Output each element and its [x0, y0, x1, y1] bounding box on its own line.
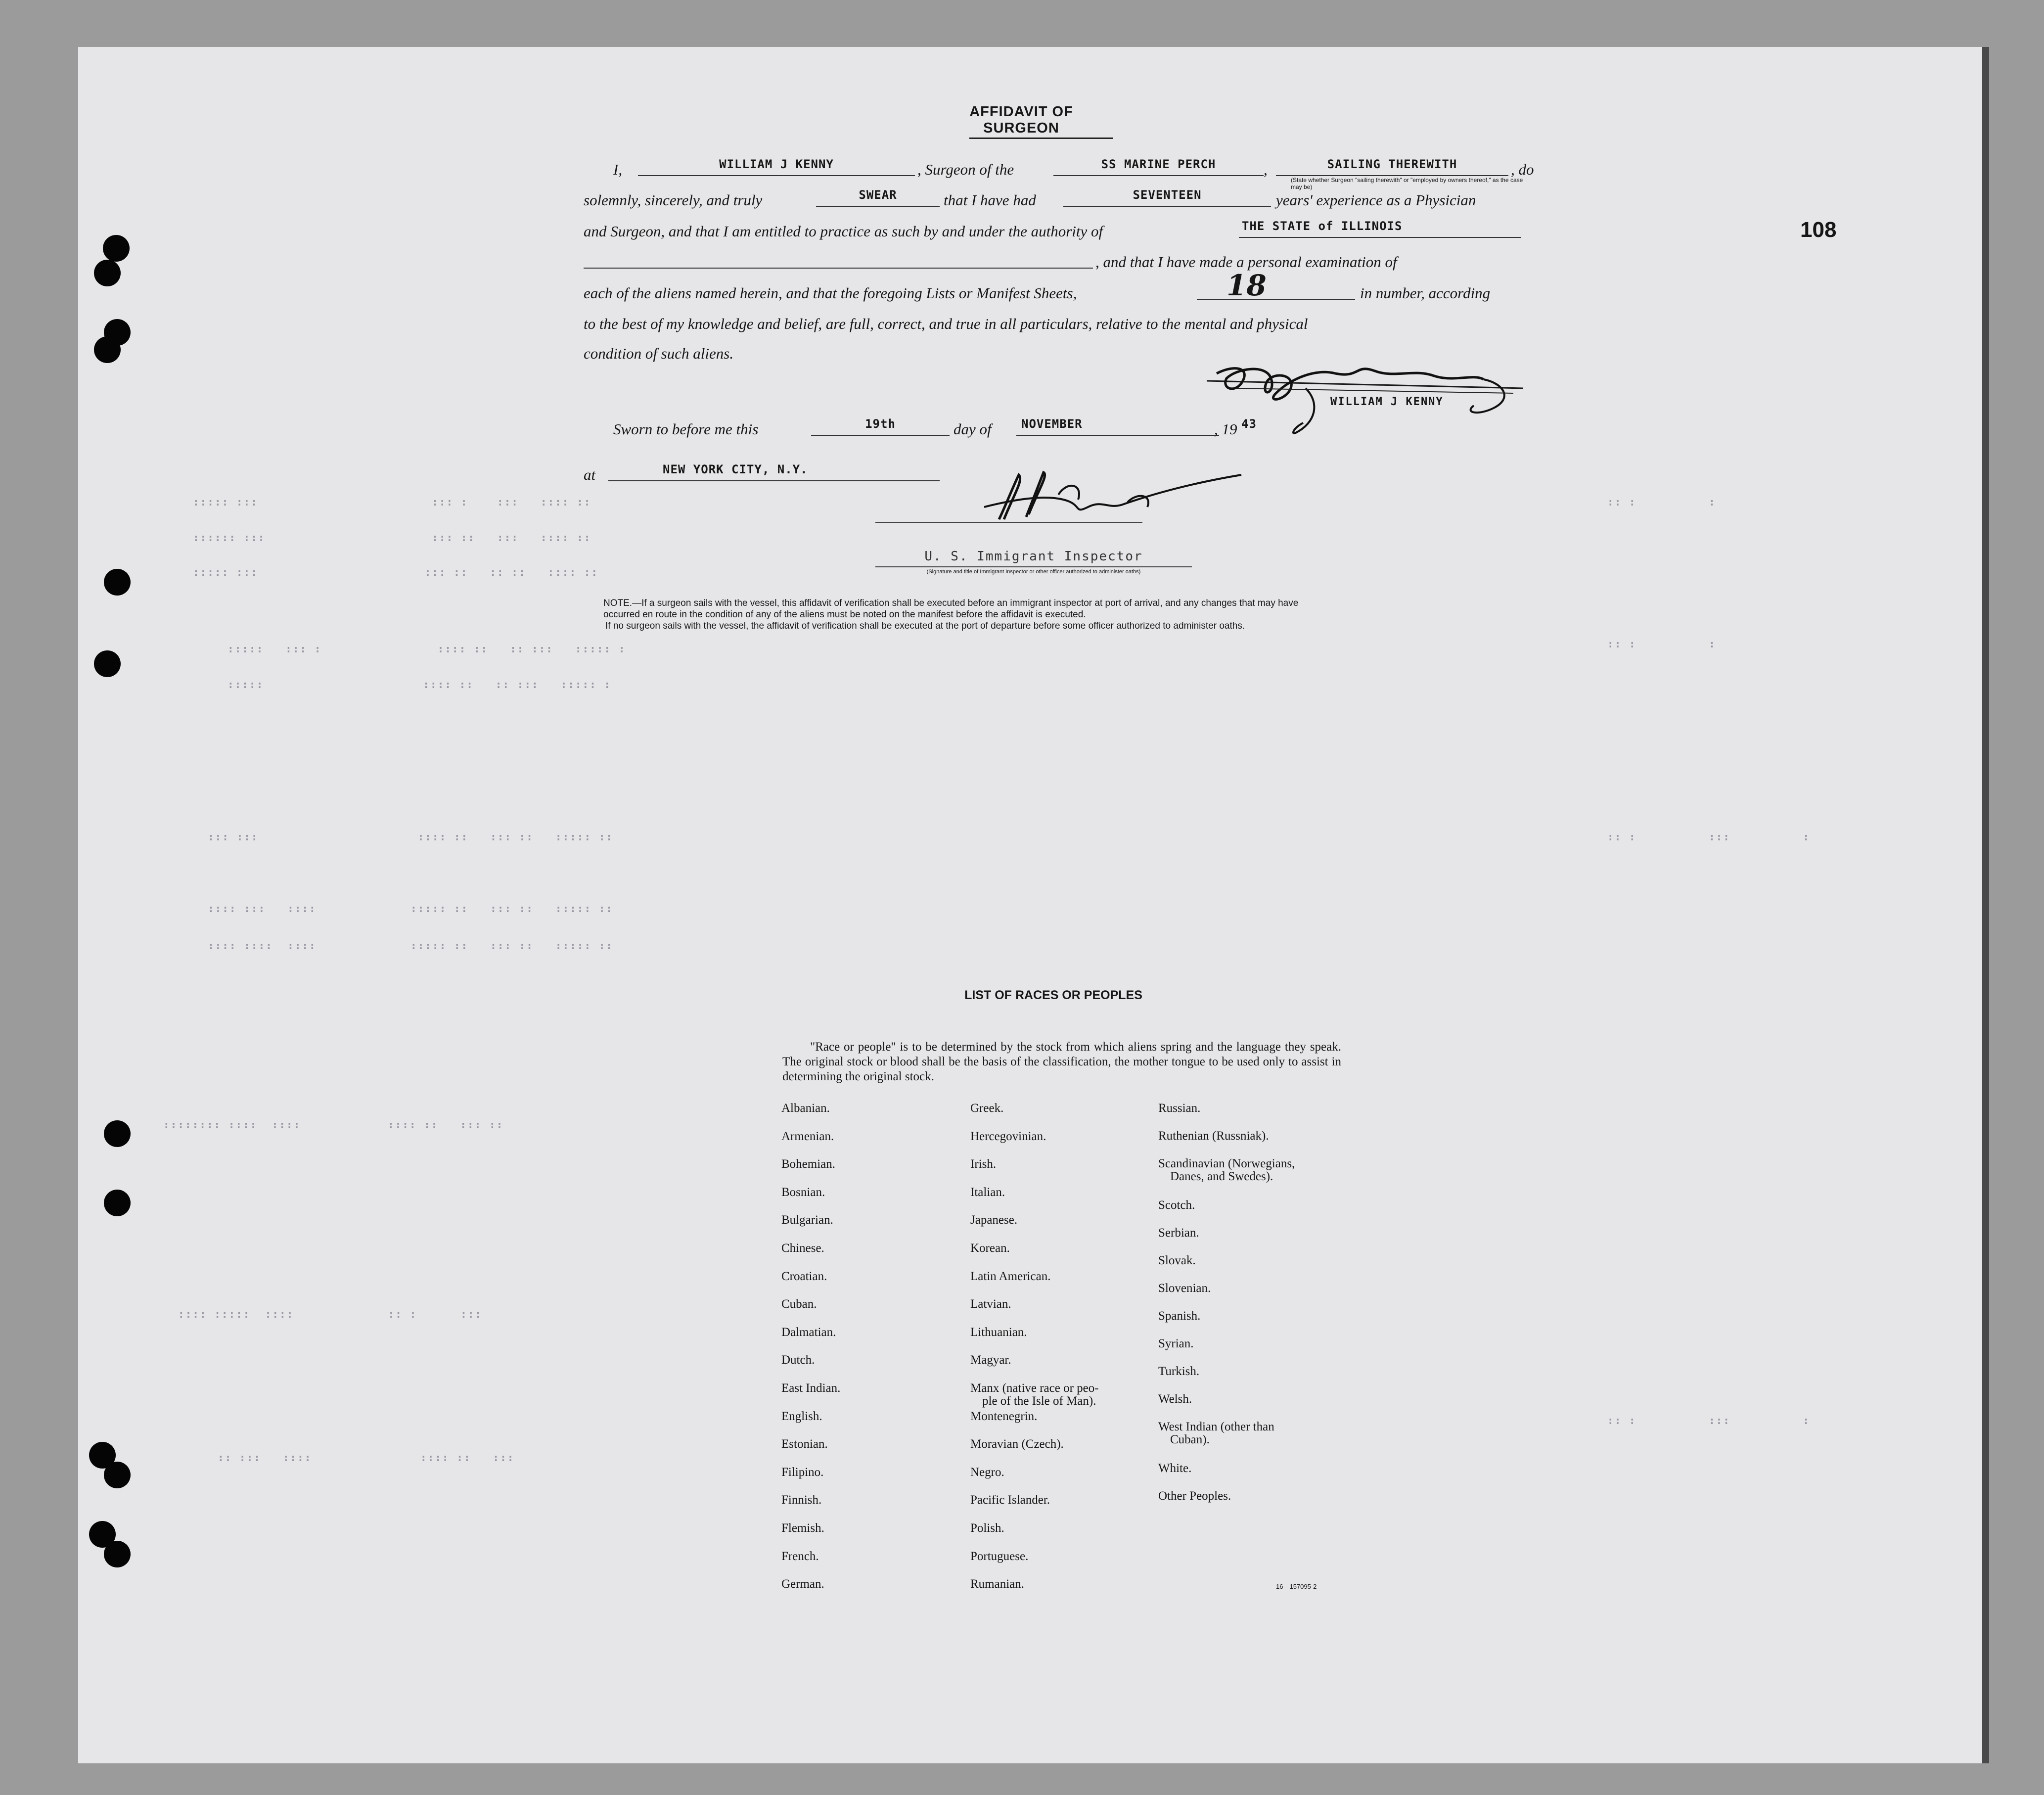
- race-item: Serbian.: [1158, 1226, 1199, 1240]
- race-item: Welsh.: [1158, 1392, 1192, 1406]
- bleed-through-text: :: : :: [1607, 638, 1716, 650]
- oath-field: SWEAR: [816, 184, 940, 207]
- note-line-3: If no surgeon sails with the vessel, the affidavit of verification shall be executed at the port of departure before some officer authorized to administer oaths.: [605, 621, 1245, 631]
- authority-continuation-field: [584, 246, 1093, 269]
- sailing-note: (State whether Surgeon "sailing therewith" or "employed by owners thereof," as the case may be): [1291, 177, 1523, 190]
- years-field: SEVENTEEN: [1063, 184, 1271, 207]
- race-item: Russian.: [1158, 1102, 1201, 1115]
- race-item: Bohemian.: [781, 1157, 836, 1171]
- race-item: Portuguese.: [970, 1549, 1029, 1563]
- race-item: Bulgarian.: [781, 1213, 833, 1227]
- day-of-label: day of: [954, 420, 992, 438]
- race-item: Dalmatian.: [781, 1325, 836, 1339]
- bleed-through-text: :::: ::: :::: ::::: :: ::: :: ::::: ::: [208, 903, 614, 915]
- bleed-through-text: :: ::: :::: :::: :: :::: [218, 1452, 515, 1464]
- inspector-title: U. S. Immigrant Inspector: [924, 549, 1143, 564]
- race-item: Latvian.: [970, 1297, 1011, 1311]
- sworn-month-field: NOVEMBER: [1016, 413, 1219, 436]
- document-title: AFFIDAVIT OF SURGEON: [969, 104, 1073, 136]
- race-item: White.: [1158, 1462, 1192, 1475]
- race-item: Pacific Islander.: [970, 1493, 1050, 1507]
- race-item: German.: [781, 1577, 824, 1591]
- bleed-through-text: :: : ::: :: [1607, 831, 1811, 843]
- race-item: Filipino.: [781, 1465, 824, 1479]
- races-intro: [782, 1040, 1341, 1084]
- race-item: Korean.: [970, 1242, 1010, 1255]
- bleed-through-text: :::::: ::: ::: :: ::: :::: ::: [193, 532, 591, 544]
- race-item: Italian.: [970, 1185, 1005, 1199]
- and-surgeon-label: and Surgeon, and that I am entitled to practice as such by and under the authority of: [584, 223, 1103, 240]
- inspector-title-underline: [875, 566, 1192, 567]
- races-title: LIST OF RACES OR PEOPLES: [964, 988, 1142, 1002]
- race-item: Chinese.: [781, 1242, 824, 1255]
- race-item: Moravian (Czech).: [970, 1437, 1064, 1451]
- personal-exam-label: , and that I have made a personal examination of: [1095, 253, 1397, 271]
- note-line-1: —If a surgeon sails with the vessel, this affidavit of verification shall be executed before an immigrant inspector at port of arrival, and any changes that may have: [632, 598, 1299, 608]
- place-field: NEW YORK CITY, N.Y.: [608, 459, 940, 481]
- race-item: Croatian.: [781, 1269, 827, 1283]
- race-item: Dutch.: [781, 1353, 815, 1367]
- page-number: 108: [1800, 218, 1837, 242]
- race-item: Flemish.: [781, 1521, 824, 1535]
- bleed-through-text: :: : :: [1607, 496, 1716, 508]
- condition-label: condition of such aliens.: [584, 345, 734, 362]
- race-item: Albanian.: [781, 1102, 830, 1115]
- race-item: Finnish.: [781, 1493, 822, 1507]
- note-block: [603, 598, 1523, 632]
- race-item: Manx (native race or peo- ple of the Isle of Man).: [970, 1381, 1099, 1408]
- race-item: Irish.: [970, 1157, 997, 1171]
- race-item: Polish.: [970, 1521, 1004, 1535]
- surgeon-of-label: , Surgeon of the: [917, 161, 1014, 178]
- bleed-through-text: :::: :::: :::: ::::: :: ::: :: ::::: ::: [208, 940, 614, 952]
- in-number-label: in number, according: [1360, 284, 1491, 302]
- vessel-field: SS MARINE PERCH: [1053, 153, 1264, 176]
- at-label: at: [584, 466, 596, 483]
- bleed-through-text: ::: ::: :::: :: ::: :: ::::: ::: [208, 831, 614, 843]
- bleed-through-text: ::::: ::: : :::: :: :: ::: ::::: :: [227, 643, 626, 655]
- inspector-signature-line: [875, 522, 1142, 523]
- race-item: Bosnian.: [781, 1185, 825, 1199]
- race-item: Scotch.: [1158, 1198, 1195, 1212]
- each-alien-label: each of the aliens named herein, and that the foregoing Lists or Manifest Sheets,: [584, 284, 1077, 302]
- form-number: 16—157095-2: [1276, 1583, 1317, 1590]
- note-lead: NOTE.: [603, 598, 633, 608]
- race-item: Ruthenian (Russniak).: [1158, 1129, 1269, 1143]
- race-item: Turkish.: [1158, 1365, 1200, 1378]
- authority-field: THE STATE of ILLINOIS: [1239, 215, 1521, 238]
- experience-label: years' experience as a Physician: [1276, 191, 1476, 209]
- year-suffix: 43: [1241, 417, 1257, 431]
- race-item: Negro.: [970, 1465, 1004, 1479]
- race-item: Lithuanian.: [970, 1325, 1027, 1339]
- bleed-through-text: :::::::: :::: :::: :::: :: ::: ::: [163, 1119, 504, 1131]
- race-item: Magyar.: [970, 1353, 1011, 1367]
- inspector-caption: (Signature and title of Immigrant Inspector or other officer authorized to administer oaths): [926, 569, 1141, 575]
- race-item: East Indian.: [781, 1381, 841, 1395]
- sworn-label: Sworn to before me this: [613, 420, 759, 438]
- sailing-status-field: SAILING THEREWITH: [1276, 153, 1508, 176]
- race-item: Japanese.: [970, 1213, 1018, 1227]
- bleed-through-text: ::::: ::: ::: : ::: :::: ::: [193, 496, 591, 508]
- bleed-through-text: ::::: :::: :: :: ::: ::::: :: [227, 679, 612, 690]
- sheets-count-field: [1197, 277, 1355, 300]
- races-intro-text: "Race or people" is to be determined by the stock from which aliens spring and the language they speak. The original stock or blood shall be the basis of the classification, the mother tongue to be used only to assist in determining the original stock.: [782, 1040, 1341, 1083]
- race-item: Montenegrin.: [970, 1409, 1038, 1423]
- race-item: Slovenian.: [1158, 1282, 1211, 1295]
- race-item: West Indian (other than Cuban).: [1158, 1420, 1274, 1446]
- race-item: Syrian.: [1158, 1337, 1194, 1350]
- race-item: Hercegovinian.: [970, 1129, 1046, 1143]
- surgeon-name-field: WILLIAM J KENNY: [638, 153, 915, 176]
- sheets-count-handwritten: 18: [1226, 269, 1267, 302]
- year-prefix: , 19: [1214, 420, 1237, 438]
- race-item: Cuban.: [781, 1297, 817, 1311]
- signed-name: WILLIAM J KENNY: [1330, 396, 1444, 408]
- race-item: Estonian.: [781, 1437, 828, 1451]
- i-label: I,: [613, 161, 623, 178]
- affidavit-body: I, WILLIAM J KENNY , Surgeon of the SS MARINE PERCH , SAILING THEREWITH , do (State whether Surgeon "sailing therewith" or "employed by owners thereof," as the case may be) solemnly, sincerely, and truly SWEAR that I have had SEVENTEEN years' experience as a Physician and Surgeon, and that I am entitled to practice as such by and under the authority of THE STATE of ILLINOIS , and that I have made a personal examination of each of the aliens named herein, and that the foregoing Lists or Manifest Sheets, 18 in number, according to the best of my knowledge and belief, are full, correct, and true in all particulars, relative to the mental and physical condition of such aliens. WILLIAM J KENNY Sworn to before me this 19th day of NOVEMBER , 19 43 at NEW YORK CITY, N.Y.: [0, 0, 2044, 1795]
- bleed-through-text: :::: ::::: :::: :: : :::: [178, 1308, 483, 1320]
- i-have-had-label: that I have had: [944, 191, 1036, 209]
- race-item: Slovak.: [1158, 1254, 1196, 1267]
- race-item: Scandinavian (Norwegians, Danes, and Swedes).: [1158, 1157, 1295, 1183]
- race-item: English.: [781, 1409, 822, 1423]
- sworn-day-field: 19th: [811, 413, 950, 436]
- inspector-signature: [984, 465, 1251, 529]
- race-item: Spanish.: [1158, 1309, 1201, 1323]
- race-item: Latin American.: [970, 1269, 1051, 1283]
- solemnly-label: solemnly, sincerely, and truly: [584, 191, 763, 209]
- race-item: Rumanian.: [970, 1577, 1025, 1591]
- note-line-2: occurred en route in the condition of any of the aliens must be noted on the manifest before the affidavit is executed.: [603, 609, 1086, 620]
- bleed-through-text: ::::: ::: ::: :: :: :: :::: ::: [193, 566, 599, 578]
- race-item: Armenian.: [781, 1129, 834, 1143]
- race-item: Other Peoples.: [1158, 1489, 1231, 1503]
- do-label: , do: [1511, 161, 1534, 178]
- race-item: French.: [781, 1549, 819, 1563]
- best-knowledge-label: to the best of my knowledge and belief, are full, correct, and true in all particulars, relative to the mental and physical: [584, 315, 1308, 332]
- bleed-through-text: :: : ::: :: [1607, 1415, 1811, 1427]
- race-item: Greek.: [970, 1102, 1004, 1115]
